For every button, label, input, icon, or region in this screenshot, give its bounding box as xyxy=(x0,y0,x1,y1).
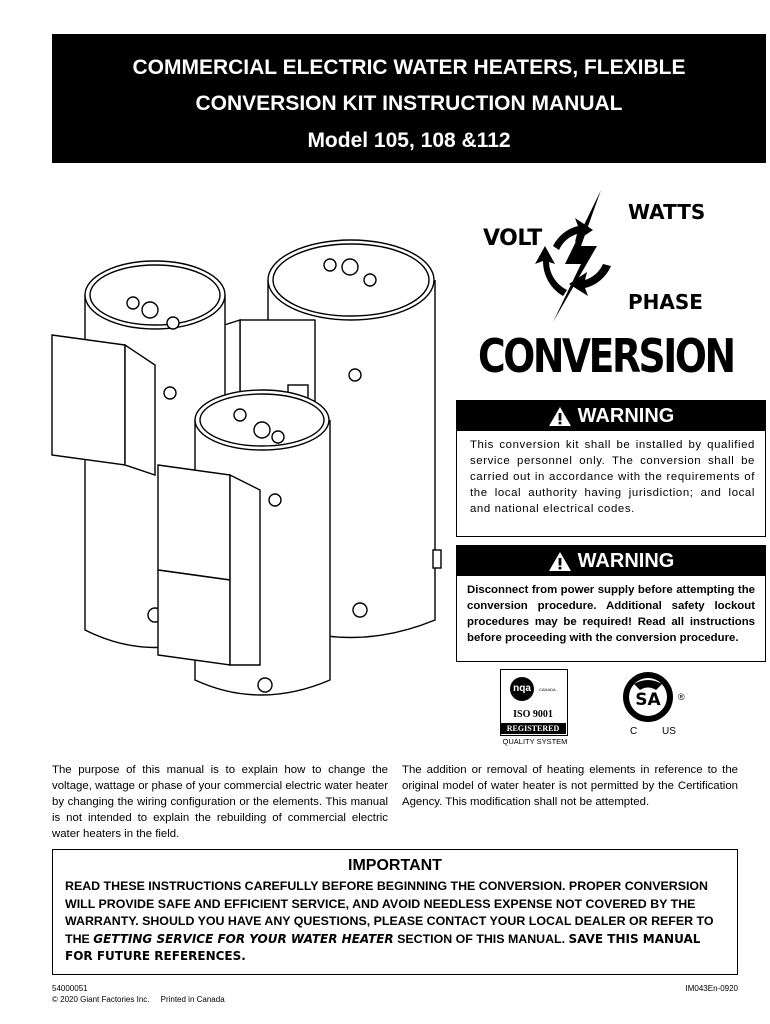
iso-standard: ISO 9001 xyxy=(513,709,553,720)
warning-box-installation xyxy=(456,400,766,537)
important-box xyxy=(52,849,738,975)
logo-conversion: CONVERSION xyxy=(478,329,734,383)
iso-9001-badge xyxy=(497,669,575,749)
lightning-arrows-icon xyxy=(523,186,633,326)
warning-header xyxy=(457,401,765,431)
svg-text:SA: SA xyxy=(635,690,661,710)
warning-title: WARNING xyxy=(577,549,675,572)
title-line-1: COMMERCIAL ELECTRIC WATER HEATERS, FLEXIBLE xyxy=(132,56,686,79)
model-line: Model 105, 108 &112 xyxy=(307,129,511,152)
copyright: © 2020 Giant Factories Inc. Printed in Canada xyxy=(52,995,225,1004)
warning-triangle-icon xyxy=(548,406,572,427)
conversion-logo xyxy=(478,186,734,386)
logo-volt: VOLT xyxy=(483,226,542,251)
intro-purpose: The purpose of this manual is to explain how to change the voltage, wattage or phase of your commercial electric water heater by changing the wiring configuration or the elements. This manual is not intended to explain the rebuilding of commercial electric water heaters in the field. xyxy=(52,764,388,840)
csa-us: US xyxy=(662,726,676,737)
csa-certification-mark xyxy=(620,670,690,750)
part-number: 54000051 xyxy=(52,984,88,993)
iso-registered: REGISTERED xyxy=(500,723,566,734)
warning-box-disconnect xyxy=(456,545,766,662)
important-section-ref: GETTING SERVICE FOR YOUR WATER HEATER xyxy=(93,931,394,946)
water-heaters-illustration xyxy=(40,225,445,700)
warning-title: WARNING xyxy=(577,404,675,427)
important-save-note: SAVE THIS MANUAL FOR FUTURE REFERENCES. xyxy=(65,931,701,964)
csa-c: C xyxy=(630,726,638,737)
logo-watts: WATTS xyxy=(628,200,706,224)
document-code: IM043En-0920 xyxy=(685,984,738,993)
iso-quality-system: QUALITY SYSTEM xyxy=(502,737,568,746)
title-line-2: CONVERSION KIT INSTRUCTION MANUAL xyxy=(195,92,623,115)
warning-text: Disconnect from power supply before attempting the conversion procedure. Additional safety lockout procedures may be required! Read all instructions before proceeding with the conversion procedure. xyxy=(467,584,755,644)
warning-header xyxy=(457,546,765,576)
warning-triangle-icon xyxy=(548,551,572,572)
important-title: IMPORTANT xyxy=(348,857,442,874)
nqa-canada: CANADA xyxy=(539,687,556,692)
csa-logo-icon xyxy=(620,670,676,724)
logo-phase: PHASE xyxy=(628,290,703,314)
important-text: READ THESE INSTRUCTIONS CAREFULLY BEFORE BEGINNING THE CONVERSION. PROPER CONVERSION WILL PROVIDE SAFE AND EFFICIENT SERVICE, AND AVOID NEEDLESS EXPENSE NOT COVERED BY THE WARRANTY. SHOULD YOU HAVE ANY QUESTIONS, PLEASE CONTACT YOUR LOCAL DEALER OR REFER TO THE GETTING SERVICE FOR YOUR WATER HEATER SECTION OF THIS MANUAL. SAVE THIS MANUAL FOR FUTURE REFERENCES. xyxy=(65,879,714,964)
title-banner xyxy=(52,34,766,163)
intro-elements-note: The addition or removal of heating elements in reference to the original model of water heater is not permitted by the Certification Agency. This modification shall not be attempted. xyxy=(402,764,738,808)
csa-registered-mark: ® xyxy=(678,692,685,702)
nqa-logo: nqa xyxy=(510,677,534,701)
warning-text: This conversion kit shall be installed by qualified service personnel only. The conversion shall be carried out in accordance with the requirements of the local authority having jurisdiction; and local and national electrical codes. xyxy=(470,439,755,515)
